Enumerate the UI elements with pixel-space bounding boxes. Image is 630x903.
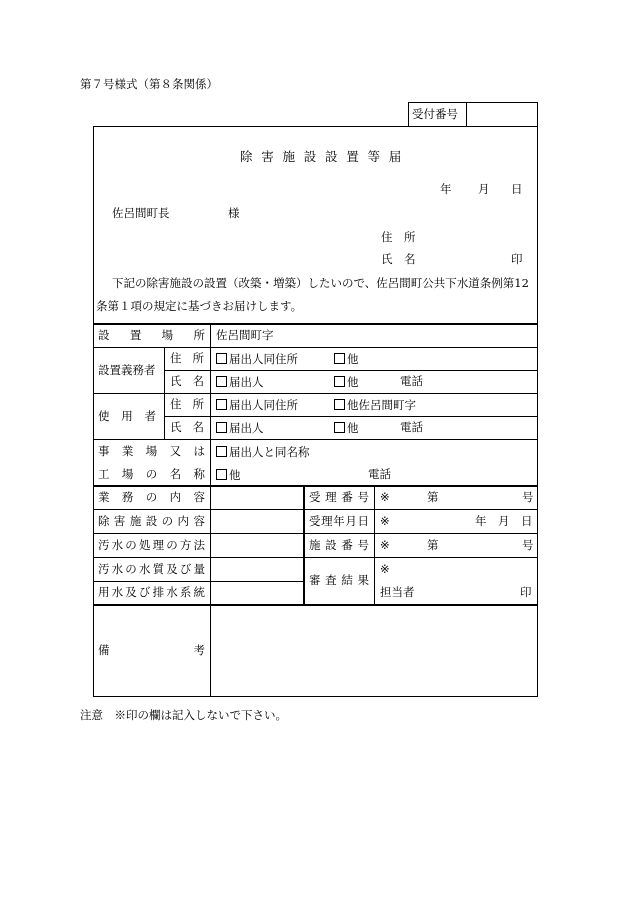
duty-holder-phone-label: 電話	[400, 374, 423, 388]
checkbox[interactable]	[334, 422, 345, 433]
receipt-no-mark: ※	[380, 490, 390, 504]
checkbox[interactable]	[216, 353, 227, 364]
checkbox[interactable]	[216, 422, 227, 433]
review-result-mark: ※	[380, 562, 390, 576]
user-address-label: 住 所	[170, 397, 204, 411]
receipt-no-go: 号	[522, 490, 534, 504]
receipt-date-label: 受 理 年 月 日	[309, 514, 369, 528]
duty-holder-name-label: 氏 名	[170, 374, 204, 388]
user-name-label: 氏 名	[170, 420, 204, 434]
facility-no-dai: 第	[427, 538, 439, 552]
review-seal: 印	[520, 585, 532, 599]
duty-holder-name-option-2[interactable]: 他	[334, 376, 359, 389]
duty-holder-address-option-1[interactable]: 届出人同住所	[216, 353, 298, 366]
footnote: 注意 ※印の欄は記入しないで下さい。	[80, 708, 287, 722]
water-system-label: 用 水 及 び 排 水 系 統	[98, 585, 205, 599]
facility-no-mark: ※	[380, 538, 390, 552]
facility-content-label: 除 害 施 設 の 内 容	[98, 514, 205, 528]
checkbox[interactable]	[216, 469, 227, 480]
receipt-date-mark: ※	[380, 514, 390, 528]
receipt-number-field[interactable]	[470, 104, 534, 124]
form-title: 除害施設設置等届	[240, 149, 411, 164]
facility-no-label: 施 設 番 号	[309, 538, 369, 552]
receipt-number-label: 受付番号	[412, 107, 458, 121]
applicant-name-label: 氏 名	[381, 252, 416, 266]
user-name-option-1[interactable]: 届出人	[216, 422, 264, 435]
duty-holder-name-option-1[interactable]: 届出人	[216, 376, 264, 389]
applicant-address-label: 住 所	[381, 230, 416, 244]
user-phone-label: 電話	[400, 420, 423, 434]
user-name-option-2[interactable]: 他	[334, 422, 359, 435]
receipt-date-year: 年	[475, 514, 487, 528]
facility-no-go: 号	[522, 538, 534, 552]
checkbox[interactable]	[334, 376, 345, 387]
checkbox[interactable]	[334, 399, 345, 410]
checkbox[interactable]	[216, 376, 227, 387]
business-option-1[interactable]: 届出人と同名称	[216, 446, 310, 459]
duty-holder-label: 設置義務者	[98, 363, 156, 377]
checkbox[interactable]	[334, 353, 345, 364]
business-content-label: 業 務 の 内 容	[98, 490, 205, 504]
business-option-2[interactable]: 他	[216, 469, 241, 482]
date-day-label: 日	[511, 182, 523, 196]
duty-holder-address-label: 住 所	[170, 351, 204, 365]
addressee: 佐呂間町長	[112, 206, 170, 220]
user-address-option-1[interactable]: 届出人同住所	[216, 399, 298, 412]
business-label-line-2: 工 場 の 名 称	[98, 467, 205, 481]
receipt-date-day: 日	[521, 514, 533, 528]
duty-holder-address-option-2[interactable]: 他	[334, 353, 359, 366]
date-month-label: 月	[478, 182, 490, 196]
user-address-option-2[interactable]: 他佐呂間町字	[334, 399, 416, 412]
location-value: 佐呂間町字	[216, 328, 274, 342]
remarks-label: 備 考	[98, 643, 205, 657]
water-quality-label: 汚 水 の 水 質 及 び 量	[98, 562, 205, 576]
remarks-field[interactable]	[212, 607, 535, 694]
intro-line-1: 下記の除害施設の設置（改築・増築）したいので、佐呂間町公共下水道条例第12	[112, 276, 529, 290]
checkbox[interactable]	[216, 399, 227, 410]
addressee-suffix: 様	[228, 206, 240, 220]
treatment-method-label: 汚 水 の 処 理 の 方 法	[98, 538, 205, 552]
form-number: 第７号様式（第８条関係）	[80, 77, 218, 91]
review-person-label: 担当者	[380, 585, 415, 599]
receipt-no-dai: 第	[427, 490, 439, 504]
intro-line-2: 条第１項の規定に基づきお届けします。	[96, 299, 303, 313]
location-label: 設 置 場 所	[98, 328, 205, 342]
review-result-label: 審 査 結 果	[309, 573, 369, 587]
business-phone-label: 電話	[368, 467, 391, 481]
receipt-no-label: 受 理 番 号	[309, 490, 369, 504]
user-label: 使 用 者	[98, 409, 156, 423]
applicant-seal: 印	[511, 252, 523, 266]
checkbox[interactable]	[216, 446, 227, 457]
business-label-line-1: 事 業 場 又 は	[98, 444, 205, 458]
date-year-label: 年	[440, 182, 452, 196]
receipt-date-month: 月	[498, 514, 510, 528]
